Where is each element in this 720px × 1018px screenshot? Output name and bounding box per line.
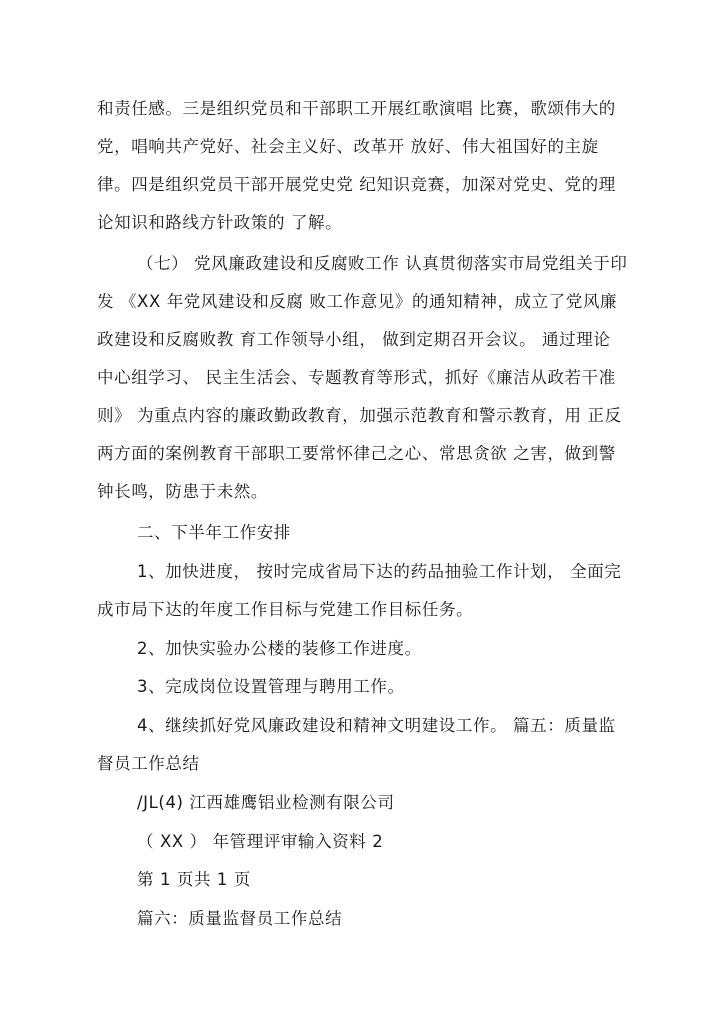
paragraph-line: 政建设和反腐败教 育工作领导小组， 做到定期召开会议。 通过理论	[97, 330, 611, 349]
list-item: 1、加快进度， 按时完成省局下达的药品抽验工作计划， 全面完	[137, 562, 622, 581]
paragraph-line: 中心组学习、 民主生活会、专题教育等形式，抓好《廉洁从政若干准	[97, 368, 616, 387]
chapter-heading: 篇六：质量监督员工作总结	[137, 909, 343, 928]
page-number-line: 第 1 页共 1 页	[137, 870, 251, 889]
section-heading: 二、下半年工作安排	[137, 523, 291, 542]
list-item: 2、加快实验办公楼的装修工作进度。	[137, 639, 422, 658]
paragraph-line: 党，唱响共产党好、社会主义好、改革开 放好、伟大祖国好的主旋	[97, 137, 599, 156]
paragraph-line: 发 《XX 年党风建设和反腐 败工作意见》的通知精神，成立了党风廉	[97, 292, 618, 311]
list-item: 4、继续抓好党风廉政建设和精神文明建设工作。 篇五：质量监	[137, 716, 616, 735]
review-input-line: （ XX ） 年管理评审输入资料 2	[137, 832, 384, 851]
paragraph-line: 和责任感。三是组织党员和干部职工开展红歌演唱 比赛，歌颂伟大的	[97, 99, 616, 118]
paragraph-line: 律。四是组织党员干部开展党史党 纪知识竞赛，加深对党史、党的理	[97, 175, 616, 194]
paragraph-line: 钟长鸣，防患于未然。	[97, 482, 268, 501]
list-item: 3、完成岗位设置管理与聘用工作。	[137, 677, 405, 696]
section-heading-line: （七） 党风廉政建设和反腐败工作 认真贯彻落实市局党组关于印	[137, 254, 628, 273]
list-item-continuation: 督员工作总结	[97, 754, 200, 773]
company-line: /JL(4) 江西雄鹰铝业检测有限公司	[137, 793, 395, 812]
paragraph-line: 论知识和路线方针政策的 了解。	[97, 213, 343, 232]
list-item-continuation: 成市局下达的年度工作目标与党建工作目标任务。	[97, 600, 474, 619]
paragraph-line: 则》 为重点内容的廉政勤政教育，加强示范教育和警示教育，用 正反	[97, 406, 622, 425]
paragraph-line: 两方面的案例教育干部职工要常怀律己之心、常思贪欲 之害，做到警	[97, 444, 616, 463]
